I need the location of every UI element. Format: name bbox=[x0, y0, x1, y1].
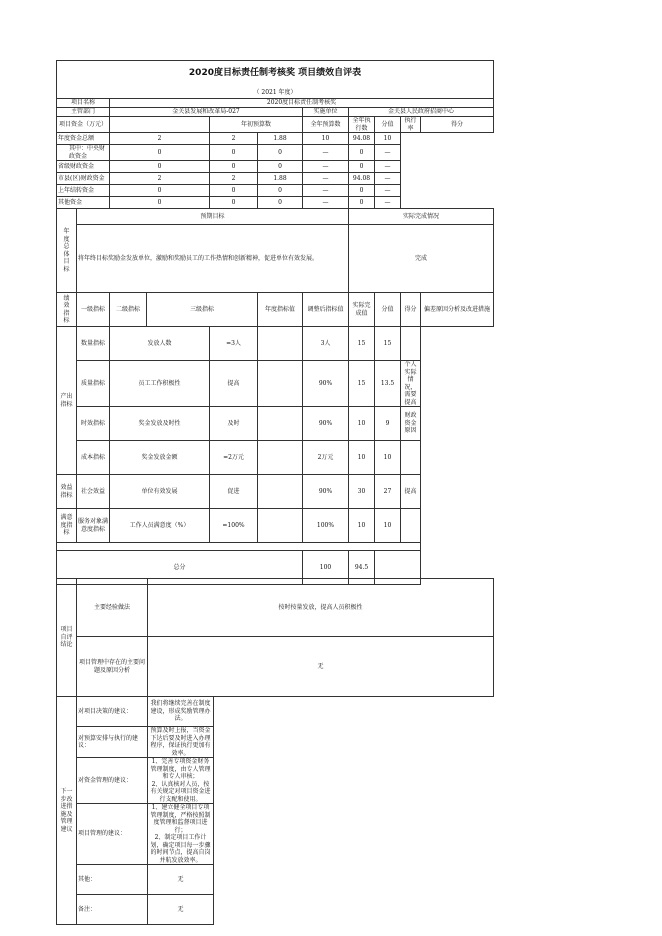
fund-annual: 0 bbox=[110, 145, 210, 161]
indicator-row bbox=[57, 407, 494, 441]
annual-budget-header: 年初预算数 bbox=[210, 117, 303, 133]
indicator-adjusted bbox=[258, 407, 303, 441]
indicator-got: 13.5 bbox=[375, 361, 401, 407]
indicator-header: 调整后指标值 bbox=[303, 293, 349, 327]
indicator-got: 27 bbox=[375, 475, 401, 509]
dept-value: 金关县发展和改革局-027 bbox=[110, 108, 303, 117]
suggestion-label: 对项目决策的建议： bbox=[77, 697, 148, 727]
indicator-actual: 90% bbox=[303, 407, 349, 441]
experience-text: 按时按量发放，提高人员积极性 bbox=[148, 579, 494, 637]
indicator-l3: 员工工作积极性 bbox=[110, 361, 210, 407]
suggestion-row bbox=[57, 697, 494, 727]
fund-exec: 1.88 bbox=[258, 133, 303, 145]
fund-row bbox=[57, 133, 494, 145]
fund-row-label: 其中：中央财政资金 bbox=[57, 145, 110, 161]
funds-label: 项目资金（万元） bbox=[57, 117, 110, 133]
indicator-l1: 效益指标 bbox=[57, 475, 77, 509]
full-budget-header: 全年预算数 bbox=[303, 117, 349, 133]
indicator-adjusted bbox=[258, 327, 303, 361]
fund-rate: 0 bbox=[349, 145, 375, 161]
suggestion-text: 预算及时上报，当资金下达后要及时进入办理程序，保证执行更加有效率。 bbox=[148, 727, 214, 758]
fund-annual: 0 bbox=[110, 185, 210, 197]
perf-label: 绩效指标 bbox=[57, 293, 77, 327]
indicator-score: 10 bbox=[349, 407, 375, 441]
fund-row-label: 年度资金总额 bbox=[57, 133, 110, 145]
indicator-adjusted bbox=[258, 361, 303, 407]
indicator-got: 10 bbox=[375, 509, 401, 543]
indicator-header: 年度指标值 bbox=[258, 293, 303, 327]
fund-score: 10 bbox=[303, 133, 349, 145]
fund-score: — bbox=[303, 145, 349, 161]
indicator-actual: 90% bbox=[303, 361, 349, 407]
fund-full: 0 bbox=[210, 145, 258, 161]
fund-full: 0 bbox=[210, 197, 258, 209]
suggestion-label: 备注： bbox=[77, 895, 148, 925]
indicator-row bbox=[57, 509, 494, 543]
fund-got: — bbox=[375, 173, 401, 185]
indicator-actual: 100% bbox=[303, 509, 349, 543]
indicator-l3: 发放人数 bbox=[110, 327, 210, 361]
indicator-got: 10 bbox=[375, 441, 401, 475]
indicator-score: 30 bbox=[349, 475, 375, 509]
indicator-note: 财政资金原因 bbox=[401, 407, 421, 441]
fund-score: — bbox=[303, 173, 349, 185]
indicator-actual: 2万元 bbox=[303, 441, 349, 475]
conclusion-table bbox=[56, 578, 494, 925]
indicator-header: 偏差原因分析及改进措施 bbox=[421, 293, 494, 327]
indicator-adjusted bbox=[258, 509, 303, 543]
suggestion-row bbox=[57, 758, 494, 804]
impl-unit-value: 金关县人民政府招商中心 bbox=[349, 108, 494, 117]
suggestion-row bbox=[57, 895, 494, 925]
spacer-row bbox=[57, 543, 494, 551]
actual-header: 实际完成情况 bbox=[349, 209, 494, 225]
indicator-note: 个人实际情况，需要提高 bbox=[401, 361, 421, 407]
fund-full: 2 bbox=[210, 173, 258, 185]
indicator-adjusted bbox=[258, 475, 303, 509]
fund-got: — bbox=[375, 197, 401, 209]
indicator-l3: 工作人员满意度（%） bbox=[110, 509, 210, 543]
suggestion-label: 项目管理的建议： bbox=[77, 804, 148, 865]
indicator-header: 得分 bbox=[401, 293, 421, 327]
indicator-header: 二级指标 bbox=[110, 293, 147, 327]
fund-row-label: 市县(区)财政资金 bbox=[57, 173, 110, 185]
indicator-actual: 3人 bbox=[303, 327, 349, 361]
indicator-got: 15 bbox=[375, 327, 401, 361]
fund-full: 0 bbox=[210, 185, 258, 197]
fund-rate: 0 bbox=[349, 197, 375, 209]
indicator-score: 10 bbox=[349, 509, 375, 543]
fund-exec: 0 bbox=[258, 197, 303, 209]
fund-row bbox=[57, 145, 494, 161]
dept-label: 主管部门 bbox=[57, 108, 110, 117]
page-title: 2020度目标责任制考核奖 项目绩效自评表 bbox=[57, 61, 494, 87]
indicator-l2: 服务对象满意度指标 bbox=[77, 509, 110, 543]
score-header: 分值 bbox=[375, 117, 401, 133]
fund-row-label: 省级财政资金 bbox=[57, 161, 110, 173]
suggestion-text: 无 bbox=[148, 895, 214, 925]
indicator-row bbox=[57, 327, 494, 361]
fund-row bbox=[57, 185, 494, 197]
fund-score: — bbox=[303, 161, 349, 173]
fund-annual: 2 bbox=[110, 173, 210, 185]
fund-score: — bbox=[303, 185, 349, 197]
indicator-target: 促进 bbox=[210, 475, 258, 509]
indicator-row bbox=[57, 475, 494, 509]
impl-unit-label: 实施单位 bbox=[303, 108, 349, 117]
suggestion-label: 其他： bbox=[77, 865, 148, 895]
expected-header: 预期目标 bbox=[77, 209, 349, 225]
fund-got: — bbox=[375, 145, 401, 161]
project-name-value: 2020度目标责任制考核奖 bbox=[110, 99, 494, 108]
suggestion-label: 对预算安排与执行的建议： bbox=[77, 727, 148, 758]
experience-label: 主要经验做法 bbox=[77, 579, 148, 637]
fund-exec: 0 bbox=[258, 185, 303, 197]
exec-rate-header: 执行率 bbox=[401, 117, 421, 133]
problems-label: 项目管理中存在的主要问题及原因分析 bbox=[77, 637, 148, 697]
suggestion-row bbox=[57, 804, 494, 865]
indicator-l1: 满意度指标 bbox=[57, 509, 77, 543]
next-steps-label: 下一步改进措施及管理建议 bbox=[57, 697, 77, 925]
fund-rate: 0 bbox=[349, 185, 375, 197]
indicator-adjusted bbox=[258, 441, 303, 475]
indicator-header: 三级指标 bbox=[147, 293, 258, 327]
total-got: 94.5 bbox=[349, 551, 375, 585]
indicator-l3: 奖金发放金额 bbox=[110, 441, 210, 475]
indicator-got: 9 bbox=[375, 407, 401, 441]
goal-expected: 将年终目标奖励金发放单位，激励和奖励员工的工作热情和创新精神，促进单位有效发展。 bbox=[77, 225, 349, 293]
fund-row bbox=[57, 161, 494, 173]
indicator-note bbox=[401, 327, 421, 361]
fund-score: — bbox=[303, 197, 349, 209]
suggestion-text: 1、建立健全项目专项管理制度，严格按照制度管理和监督项目进行； 2、制定项目工作计划，确定项目每一步骤的时间节点，提高自岗并航发放效率。 bbox=[148, 804, 214, 865]
indicator-note bbox=[401, 509, 421, 543]
indicator-row bbox=[57, 441, 494, 475]
indicator-note: 提高 bbox=[401, 475, 421, 509]
indicator-target: 及时 bbox=[210, 407, 258, 441]
total-score: 100 bbox=[303, 551, 349, 585]
suggestion-row bbox=[57, 865, 494, 895]
full-exec-header: 全年执行数 bbox=[349, 117, 375, 133]
indicator-score: 10 bbox=[349, 441, 375, 475]
suggestion-text: 1、完善专项资金财务管理制度，由专人管理和专人审核； 2、认真核对人员，按有关规定对项目资金进行支配和使用。 bbox=[148, 758, 214, 804]
conclusion-label: 项目自评结论 bbox=[57, 579, 77, 697]
indicator-header: 实际完成值 bbox=[349, 293, 375, 327]
indicator-header-row bbox=[57, 293, 494, 327]
fund-full: 0 bbox=[210, 161, 258, 173]
fund-row-label: 上年结转资金 bbox=[57, 185, 110, 197]
fund-got: 10 bbox=[375, 133, 401, 145]
indicator-target: =2万元 bbox=[210, 441, 258, 475]
total-label: 总分 bbox=[57, 551, 303, 585]
fund-row-label: 其他资金 bbox=[57, 197, 110, 209]
fund-exec: 0 bbox=[258, 161, 303, 173]
fund-exec: 0 bbox=[258, 145, 303, 161]
fund-annual: 2 bbox=[110, 133, 210, 145]
indicator-header: 分值 bbox=[375, 293, 401, 327]
fund-rate: 94.08 bbox=[349, 173, 375, 185]
suggestion-label: 对资金管理的建议： bbox=[77, 758, 148, 804]
indicator-header: 一级指标 bbox=[77, 293, 110, 327]
indicator-score: 15 bbox=[349, 327, 375, 361]
fund-rate: 0 bbox=[349, 161, 375, 173]
fund-full: 2 bbox=[210, 133, 258, 145]
indicator-l3: 奖金发放及时性 bbox=[110, 407, 210, 441]
indicator-actual: 90% bbox=[303, 475, 349, 509]
suggestion-text: 无 bbox=[148, 865, 214, 895]
indicator-note bbox=[401, 441, 421, 475]
indicator-l1: 产出指标 bbox=[57, 327, 77, 475]
indicator-l2: 数量指标 bbox=[77, 327, 110, 361]
fund-annual: 0 bbox=[110, 161, 210, 173]
indicator-l2: 时效指标 bbox=[77, 407, 110, 441]
indicator-target: =3人 bbox=[210, 327, 258, 361]
goal-actual: 完成 bbox=[349, 225, 494, 293]
indicator-l2: 成本指标 bbox=[77, 441, 110, 475]
project-name-label: 项目名称 bbox=[57, 99, 110, 108]
indicator-row bbox=[57, 361, 494, 407]
fund-row bbox=[57, 173, 494, 185]
suggestion-text: 我们将继续完善在制度建设，形成奖励管理办法。 bbox=[148, 697, 214, 727]
fund-exec: 1.88 bbox=[258, 173, 303, 185]
got-score-header: 得分 bbox=[421, 117, 494, 133]
performance-table bbox=[56, 60, 494, 585]
fund-row bbox=[57, 197, 494, 209]
fund-rate: 94.08 bbox=[349, 133, 375, 145]
indicator-l3: 单位有效发展 bbox=[110, 475, 210, 509]
annual-goal-label: 年度总体目标 bbox=[57, 209, 77, 293]
fund-got: — bbox=[375, 185, 401, 197]
year-line: （ 2021 年度） bbox=[57, 87, 494, 99]
fund-got: — bbox=[375, 161, 401, 173]
suggestion-row bbox=[57, 727, 494, 758]
indicator-target: 提高 bbox=[210, 361, 258, 407]
indicator-target: =100% bbox=[210, 509, 258, 543]
fund-annual: 0 bbox=[110, 197, 210, 209]
indicator-l2: 质量指标 bbox=[77, 361, 110, 407]
indicator-score: 15 bbox=[349, 361, 375, 407]
indicator-l2: 社会效益 bbox=[77, 475, 110, 509]
problems-text: 无 bbox=[148, 637, 494, 697]
